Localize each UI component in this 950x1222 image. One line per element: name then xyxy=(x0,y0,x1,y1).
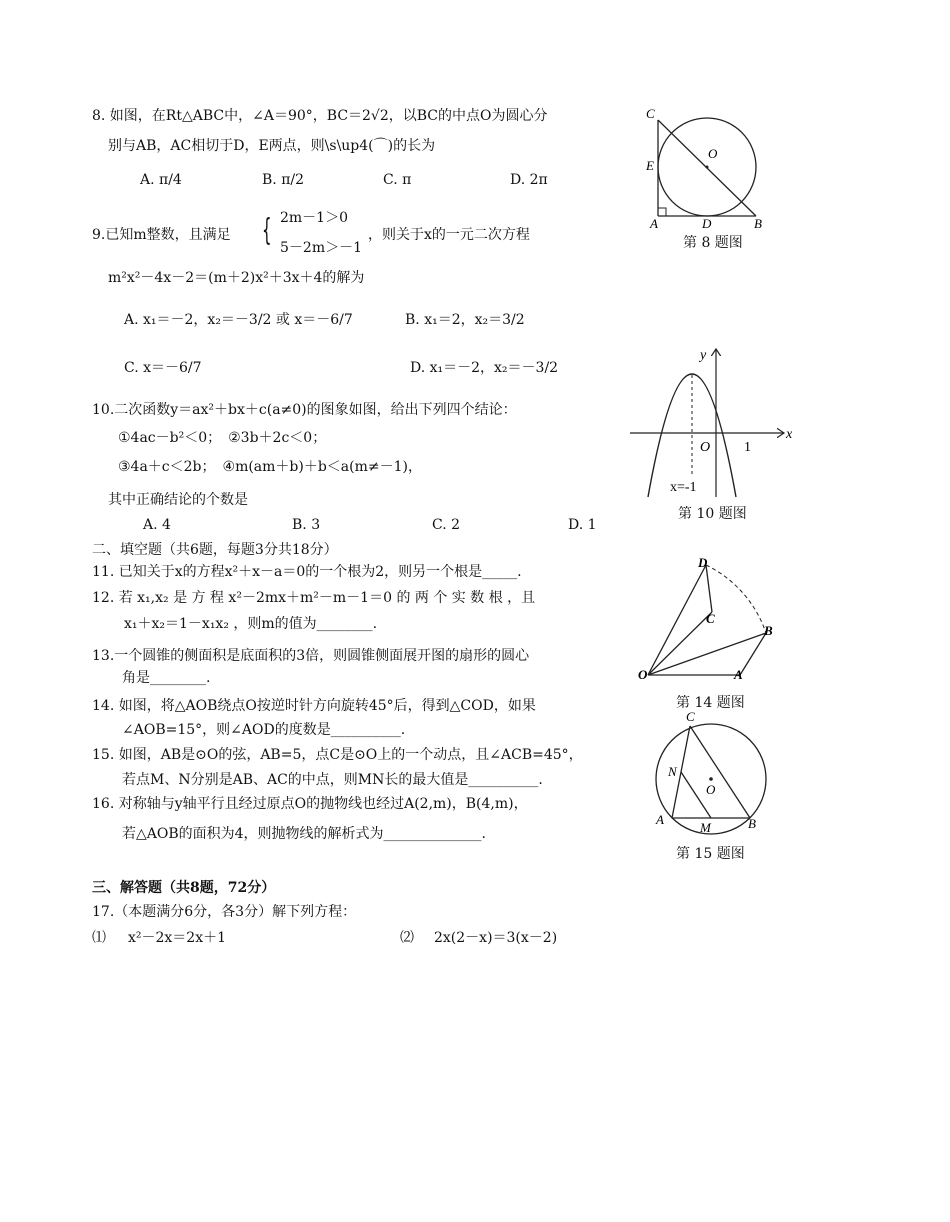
label-axis: x=-1 xyxy=(670,480,697,495)
q17-part1-equation: x²－2x＝2x＋1 xyxy=(128,930,227,946)
caption-fig15: 第 15 题图 xyxy=(676,846,745,862)
q8-option-a: A. π/4 xyxy=(140,172,182,188)
q16-line1: 16. 对称轴与y轴平行且经过原点O的抛物线也经过A(2,m)，B(4,m)， xyxy=(92,796,528,812)
section-2-heading: 二、填空题（共6题，每题3分共18分） xyxy=(92,542,338,558)
label-n: N xyxy=(668,764,677,779)
q10-option-d: D. 1 xyxy=(568,517,597,533)
section-3-heading: 三、解答题（共8题，72分） xyxy=(92,880,276,896)
label-d: D xyxy=(702,216,712,231)
label-a: A xyxy=(734,667,743,682)
q10-conclusions-3-4: ③4a＋c＜2b； ④m(am＋b)＋b＜a(m≠－1)， xyxy=(118,459,422,475)
label-o: O xyxy=(638,667,648,682)
figure-8 xyxy=(640,100,770,230)
label-o: O xyxy=(708,146,718,161)
q8-option-c: C. π xyxy=(383,172,412,188)
q10-option-a: A. 4 xyxy=(143,517,171,533)
q14-line2: ∠AOB=15°，则∠AOD的度数是__________. xyxy=(122,722,406,738)
label-one: 1 xyxy=(744,440,751,455)
q10-option-b: B. 3 xyxy=(292,517,321,533)
q13-line2: 角是________. xyxy=(122,670,211,686)
label-origin: O xyxy=(700,440,711,455)
label-c: C xyxy=(686,709,695,724)
label-b: B xyxy=(764,623,773,638)
figure-14 xyxy=(636,555,786,685)
q9-option-b: B. x₁＝2，x₂＝3/2 xyxy=(405,312,525,328)
figure-10 xyxy=(626,343,800,501)
label-c: C xyxy=(706,611,715,626)
q8-line2: 别与AB，AC相切于D，E两点，则\s\up4(⌒)的长为 xyxy=(108,138,436,154)
q17-part2-label: ⑵ xyxy=(400,930,414,946)
q11: 11. 已知关于x的方程x²＋x－a＝0的一个根为2，则另一个根是_____. xyxy=(92,564,522,580)
q8-option-d: D. 2π xyxy=(510,172,548,188)
label-a: A xyxy=(656,812,664,827)
q9-ineq1: 2m－1＞0 xyxy=(280,210,348,226)
q12-line1: 12. 若 x₁,x₂ 是 方 程 x²－2mx＋m²－m－1＝0 的 两 个 实 数 根 ，且 xyxy=(92,590,536,606)
q13-line1: 13.一个圆锥的侧面积是底面积的3倍，则圆锥侧面展开图的扇形的圆心 xyxy=(92,648,530,664)
q9-ineq2: 5－2m＞－1 xyxy=(280,240,362,256)
q15-line2: 若点M、N分别是AB、AC的中点，则MN长的最大值是__________. xyxy=(122,772,543,788)
label-b: B xyxy=(748,816,756,831)
q17-part2-equation: 2x(2－x)＝3(x－2) xyxy=(434,930,558,946)
q9-equation: m²x²－4x－2＝(m＋2)x²＋3x＋4的解为 xyxy=(108,270,365,286)
q8-line1: 8. 如图，在Rt△ABC中，∠A＝90°，BC＝2√2，以BC的中点O为圆心分 xyxy=(92,108,548,124)
q9-option-c: C. x＝－6/7 xyxy=(124,360,202,376)
label-m: M xyxy=(700,820,711,835)
q9-option-d: D. x₁＝－2，x₂＝－3/2 xyxy=(410,360,559,376)
label-x: x xyxy=(786,427,793,442)
label-d: D xyxy=(698,555,708,570)
caption-fig8: 第 8 题图 xyxy=(683,235,743,251)
label-a: A xyxy=(650,216,658,231)
label-b: B xyxy=(754,216,762,231)
label-y: y xyxy=(700,348,707,363)
label-c: C xyxy=(646,106,655,121)
caption-fig10: 第 10 题图 xyxy=(678,506,747,522)
q17-intro: 17.（本题满分6分，各3分）解下列方程： xyxy=(92,904,357,920)
q17-part1-label: ⑴ xyxy=(92,930,106,946)
q15-line1: 15. 如图，AB是⊙O的弦，AB=5，点C是⊙O上的一个动点，且∠ACB=45°， xyxy=(92,747,583,763)
q10-option-c: C. 2 xyxy=(432,517,461,533)
q9-line1: 9.已知m整数，且满足 xyxy=(92,227,231,243)
caption-fig14: 第 14 题图 xyxy=(676,695,745,711)
q12-line2: x₁＋x₂＝1－x₁x₂ ，则m的值为________. xyxy=(124,616,378,632)
q10-line1: 10.二次函数y＝ax²＋bx＋c(a≠0)的图象如图，给出下列四个结论： xyxy=(92,402,517,418)
system-brace: { xyxy=(262,213,272,248)
q9-option-a: A. x₁＝－2，x₂＝－3/2 或 x＝－6/7 xyxy=(124,312,353,328)
q9-line1b: ，则关于x的一元二次方程 xyxy=(368,227,530,243)
label-o: O xyxy=(706,782,716,797)
q10-question: 其中正确结论的个数是 xyxy=(108,492,248,508)
q10-conclusions-1-2: ①4ac－b²＜0； ②3b＋2c＜0； xyxy=(118,430,327,446)
label-e: E xyxy=(646,158,654,173)
q8-option-b: B. π/2 xyxy=(262,172,305,188)
q16-line2: 若△AOB的面积为4，则抛物线的解析式为______________. xyxy=(122,826,486,842)
q14-line1: 14. 如图，将△AOB绕点O按逆时针方向旋转45°后，得到△COD，如果 xyxy=(92,698,536,714)
figure-15 xyxy=(650,708,774,836)
